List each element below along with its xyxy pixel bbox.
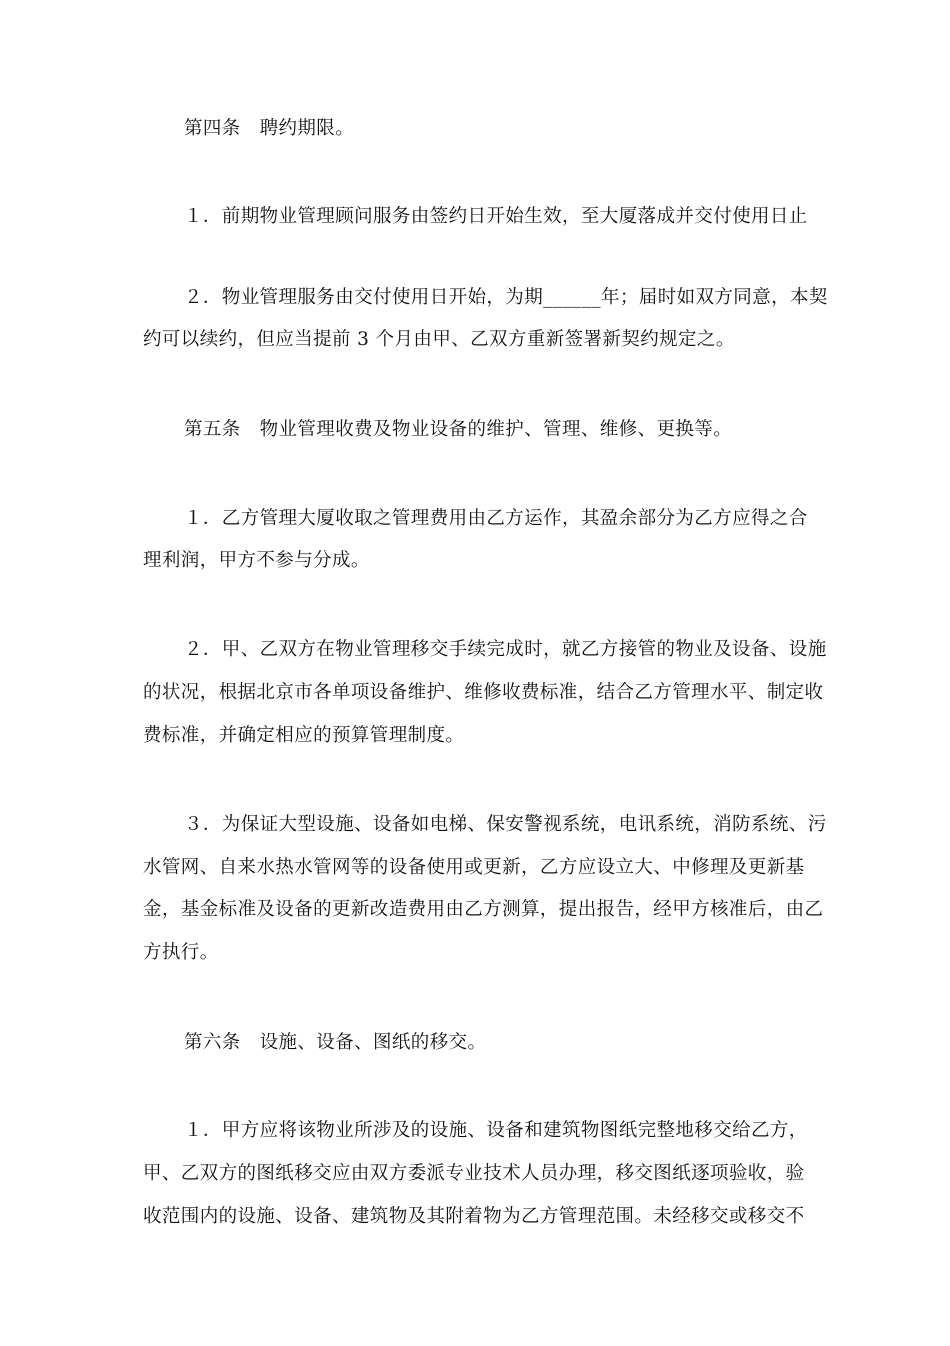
article-5-clause-2-line-2: 的状况，根据北京市各单项设备维护、维修收费标准，结合乙方管理水平、制定收 <box>143 682 824 703</box>
article-5-clause-1-line-2: 理利润，甲方不参与分成。 <box>143 550 370 571</box>
article-5-heading: 第五条 物业管理收费及物业设备的维护、管理、维修、更换等。 <box>184 419 733 440</box>
article-5-clause-3-line-1: ３．为保证大型设施、设备如电梯、保安警视系统，电讯系统，消防系统、污 <box>184 814 827 835</box>
article-5-clause-3-line-3: 金，基金标准及设备的更新改造费用由乙方测算，提出报告，经甲方核准后，由乙 <box>143 899 824 920</box>
article-5-clause-1-line-1: １．乙方管理大厦收取之管理费用由乙方运作，其盈余部分为乙方应得之合 <box>184 508 808 529</box>
article-6-clause-1-line-2: 甲、乙双方的图纸移交应由双方委派专业技术人员办理，移交图纸逐项验收，验 <box>143 1163 805 1184</box>
article-4-clause-2-line-1: ２．物业管理服务由交付使用日开始，为期______年；届时如双方同意，本契 <box>184 287 828 308</box>
article-4-heading: 第四条 聘约期限。 <box>184 118 355 139</box>
article-4-clause-2-line-2: 约可以续约，但应当提前 3 个月由甲、乙双方重新签署新契约规定之。 <box>143 329 735 350</box>
article-6-clause-1-line-1: １．甲方应将该物业所涉及的设施、设备和建筑物图纸完整地移交给乙方， <box>184 1120 808 1141</box>
article-5-clause-2-line-1: ２．甲、乙双方在物业管理移交手续完成时，就乙方接管的物业及设备、设施 <box>184 639 827 660</box>
article-5-clause-2-line-3: 费标准，并确定相应的预算管理制度。 <box>143 725 465 746</box>
article-6-heading: 第六条 设施、设备、图纸的移交。 <box>184 1032 487 1053</box>
article-5-clause-3-line-2: 水管网、自来水热水管网等的设备使用或更新，乙方应设立大、中修理及更新基 <box>143 857 805 878</box>
article-6-clause-1-line-3: 收范围内的设施、设备、建筑物及其附着物为乙方管理范围。未经移交或移交不 <box>143 1206 805 1227</box>
article-5-clause-3-line-4: 方执行。 <box>143 942 219 963</box>
article-4-clause-1: １．前期物业管理顾问服务由签约日开始生效，至大厦落成并交付使用日止 <box>184 206 808 227</box>
